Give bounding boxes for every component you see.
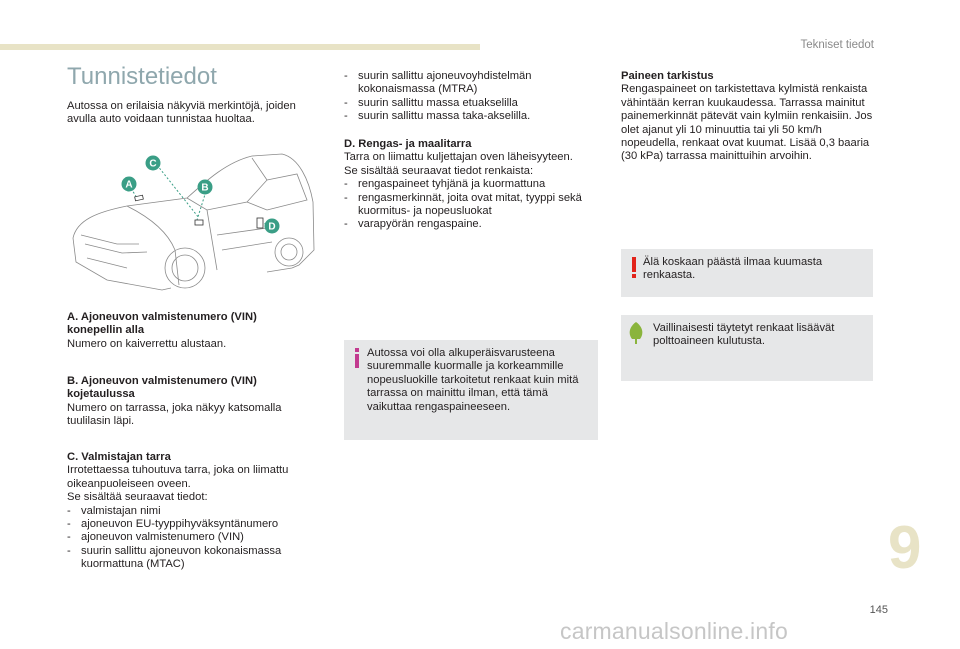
list-item: - rengaspaineet tyhjänä ja kuormattuna — [344, 178, 596, 191]
section-a-heading-1: A. Ajoneuvon valmistenumero (VIN) — [67, 311, 257, 323]
section-c-heading: C. Valmistajan tarra — [67, 451, 171, 463]
page-number: 145 — [869, 604, 888, 616]
info-text: Autossa voi olla alkuperäisvarusteena suuremmalle kuormalle ja korkeammille nopeusluokille tarkoitetut renkaat kuin mitä tarrassa on mainittu ilman, että tämä vaikuttaa rengaspaineeseen. — [367, 347, 579, 413]
page-title: Tunnistetiedot — [67, 63, 217, 90]
label-d — [265, 219, 280, 234]
section-b — [67, 375, 322, 429]
list-item: - suurin sallittu massa taka-akselilla. — [344, 110, 596, 123]
list-item: - suurin sallittu massa etuakselilla — [344, 97, 596, 110]
col2-list-block — [344, 70, 596, 124]
pressure-heading: Paineen tarkistus — [621, 70, 714, 82]
info-icon — [352, 348, 362, 368]
section-a — [67, 311, 322, 351]
eco-text: Vaillinaisesti täytetyt renkaat lisäävät polttoaineen kulutusta. — [653, 322, 835, 348]
list-item: - varapyörän rengaspaine. — [344, 218, 596, 231]
list-item: - ajoneuvon valmistenumero (VIN) — [67, 531, 322, 544]
section-a-heading-2: konepellin alla — [67, 324, 145, 337]
section-d-text-2: Se sisältää seuraavat tiedot renkaista: — [344, 164, 534, 177]
section-a-text: Numero on kaiverrettu alustaan. — [67, 337, 227, 350]
svg-text:B: B — [201, 182, 209, 194]
intro — [67, 100, 322, 127]
list-item: - suurin sallittu ajoneuvon kokonaismassa kuormattuna (MTAC) — [67, 545, 322, 572]
label-a — [122, 177, 137, 192]
section-c-list — [67, 505, 322, 572]
info-box — [344, 340, 598, 440]
section-d-list — [344, 178, 596, 232]
section-b-heading-1: B. Ajoneuvon valmistenumero (VIN) — [67, 375, 257, 387]
svg-text:D: D — [268, 221, 276, 233]
watermark: carmanualsonline.info — [560, 618, 788, 644]
section-d — [344, 138, 596, 232]
label-c — [146, 156, 161, 171]
chapter-number: 9 — [888, 514, 922, 581]
section-b-text: Numero on tarrassa, joka näkyy katsomalla tuulilasin läpi. — [67, 401, 282, 428]
section-d-text-1: Tarra on liimattu kuljettajan oven läheisyyteen. — [344, 151, 573, 164]
eco-box — [621, 315, 873, 381]
list-item: - rengasmerkinnät, joita ovat mitat, tyyppi sekä kuormitus- ja nopeusluokat — [344, 192, 596, 219]
leaf-icon — [626, 321, 646, 345]
header-bar — [0, 44, 480, 50]
warning-box — [621, 249, 873, 297]
intro-text: Autossa on erilaisia näkyviä merkintöjä, joiden avulla auto voidaan tunnistaa huoltaa. — [67, 100, 296, 126]
col2-list — [344, 70, 596, 124]
car-diagram — [67, 140, 322, 305]
pressure-text: Rengaspaineet on tarkistettava kylmistä renkaista vähintään kerran kuukaudessa. Tarrassa mainitut painemerkinnät pätevät vain kylmiin renkaisiin. Jos olet ajanut yli 10 minuuttia tai yli 50 km/h nopeudella, renkaat ovat kuumat. Lisää 0,3 baaria (30 kPa) tarrassa mainittuihin arvoihin. — [621, 83, 873, 163]
svg-text:C: C — [149, 158, 157, 170]
section-c — [67, 451, 322, 572]
list-item: - ajoneuvon EU-tyyppihyväksyntänumero — [67, 518, 322, 531]
svg-text:A: A — [125, 179, 133, 191]
section-c-text-2: Se sisältää seuraavat tiedot: — [67, 491, 208, 504]
list-item: - suurin sallittu ajoneuvoyhdistelmän kokonaismassa (MTRA) — [344, 70, 596, 97]
section-b-heading-2: kojetaulussa — [67, 388, 135, 401]
section-d-heading: D. Rengas- ja maalitarra — [344, 138, 472, 150]
section-c-text-1: Irrotettaessa tuhoutuva tarra, joka on liimattu oikeanpuoleiseen oveen. — [67, 464, 289, 490]
label-b — [198, 180, 213, 195]
pressure-section — [621, 70, 873, 164]
warning-icon — [630, 257, 638, 279]
warning-text: Älä koskaan päästä ilmaa kuumasta renkaasta. — [643, 256, 823, 282]
section-name: Tekniset tiedot — [800, 39, 874, 51]
list-item: - valmistajan nimi — [67, 505, 322, 518]
